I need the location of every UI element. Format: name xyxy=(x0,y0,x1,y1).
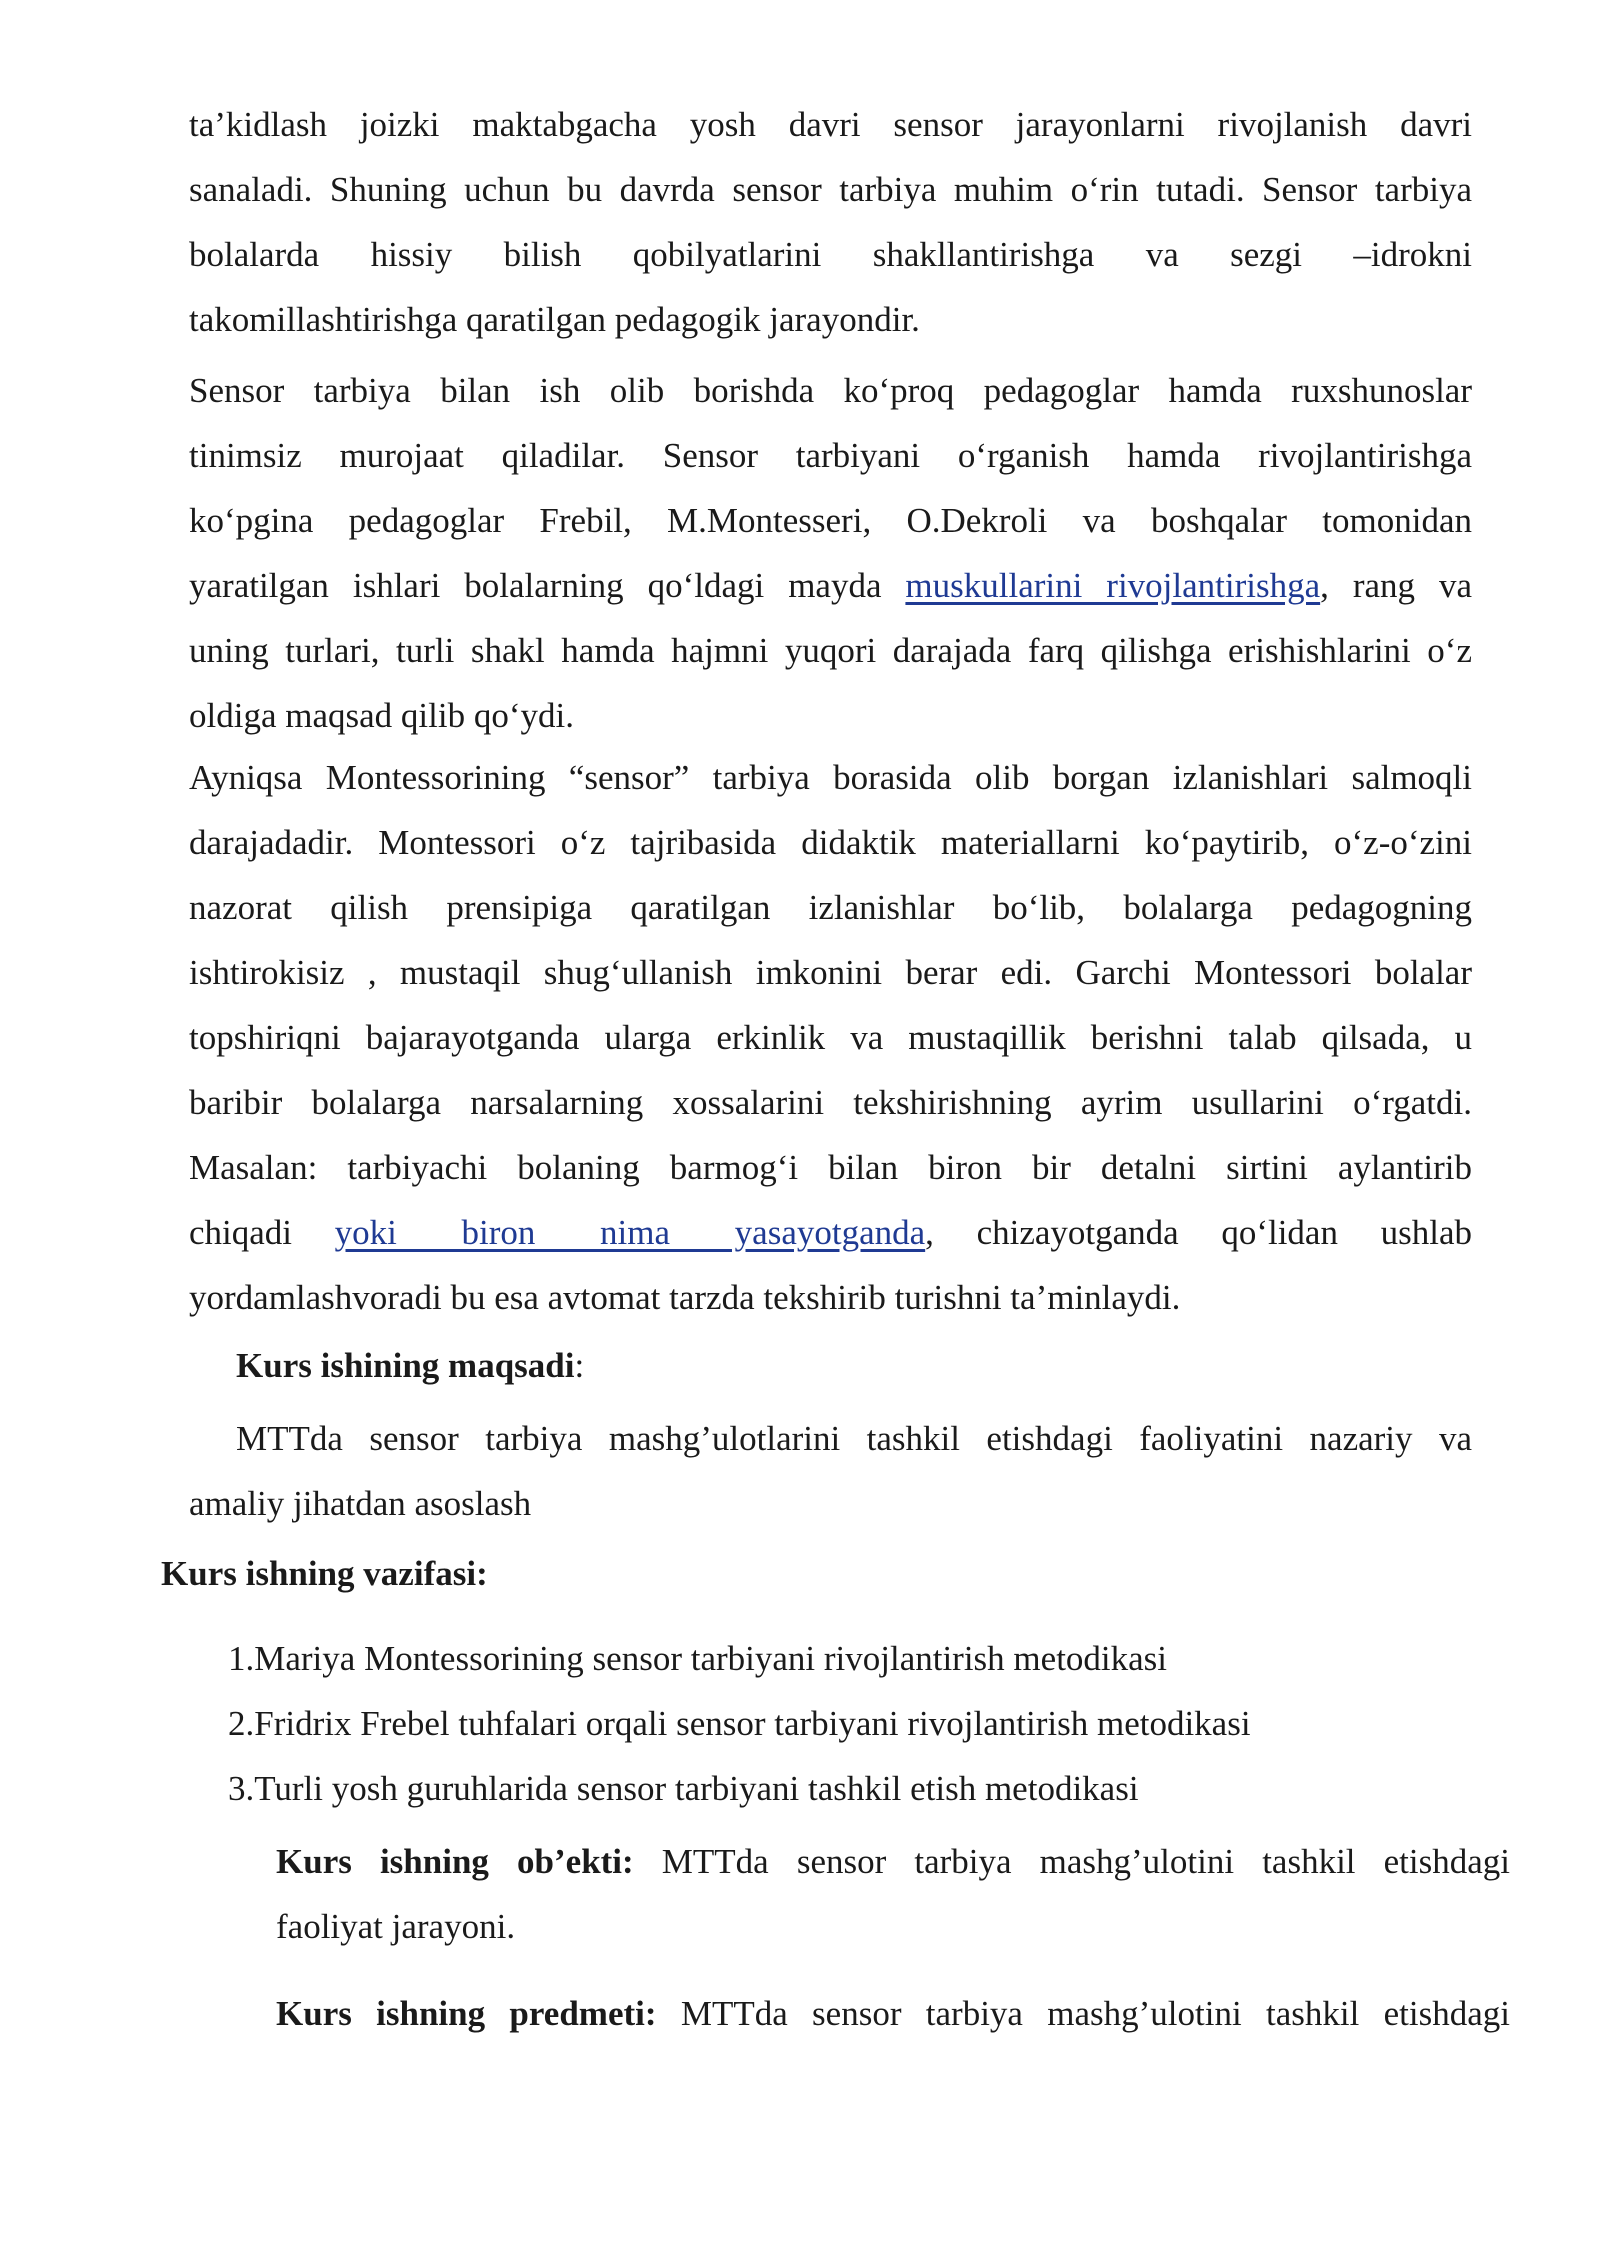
text-line: takomillashtirishga qaratilgan pedagogik jarayondir. xyxy=(189,300,920,339)
link-muskullarini[interactable]: muskullarini rivojlantirishga xyxy=(905,566,1321,605)
goal-heading-colon: : xyxy=(574,1346,585,1385)
text-line: sanaladi. Shuning uchun bu davrda sensor tarbiya muhim o‘rin tutadi. Sensor tarbiya xyxy=(189,170,1472,209)
paragraph-intro xyxy=(189,92,1472,352)
goal-heading xyxy=(236,1333,1472,1398)
text-segment: , rang va xyxy=(1320,566,1472,605)
text-line: Masalan: tarbiyachi bolaning barmog‘i bilan biron bir detalni sirtini aylantirib xyxy=(189,1148,1472,1187)
link-yoki-biron[interactable]: yoki biron nima yasayotganda xyxy=(334,1213,926,1252)
text-line: nazorat qilish prensipiga qaratilgan izlanishlar bo‘lib, bolalarga pedagogning xyxy=(189,888,1472,927)
list-item: 1.Mariya Montessorining sensor tarbiyani rivojlantirish metodikasi xyxy=(228,1639,1168,1678)
object-text: MTTda sensor tarbiya mashg’ulotini tashkil etishdagi xyxy=(633,1842,1510,1881)
list-item: 3.Turli yosh guruhlarida sensor tarbiyani tashkil etish metodikasi xyxy=(228,1769,1139,1808)
object-section xyxy=(276,1829,1510,1959)
subject-label: Kurs ishning predmeti: xyxy=(276,1994,657,2033)
tasks-list xyxy=(228,1626,1468,1821)
text-line: Ayniqsa Montessorining “sensor” tarbiya borasida olib borgan izlanishlari salmoqli xyxy=(189,758,1472,797)
text-line: yordamlashvoradi bu esa avtomat tarzda tekshirib turishni ta’minlaydi. xyxy=(189,1278,1181,1317)
text-line: tinimsiz murojaat qiladilar. Sensor tarbiyani o‘rganish hamda rivojlantirishga xyxy=(189,436,1472,475)
goal-heading-label: Kurs ishining maqsadi xyxy=(236,1346,575,1385)
list-item: 2.Fridrix Frebel tuhfalari orqali sensor tarbiyani rivojlantirish metodikasi xyxy=(228,1704,1251,1743)
subject-text: MTTda sensor tarbiya mashg’ulotini tashkil etishdagi xyxy=(656,1994,1510,2033)
text-line: MTTda sensor tarbiya mashg’ulotlarini tashkil etishdagi faoliyatini nazariy va xyxy=(236,1419,1472,1458)
text-segment: , chizayotganda qo‘lidan ushlab xyxy=(925,1213,1472,1252)
text-line: Sensor tarbiya bilan ish olib borishda ko‘proq pedagoglar hamda ruxshunoslar xyxy=(189,371,1472,410)
text-line: darajadadir. Montessori o‘z tajribasida didaktik materiallarni ko‘paytirib, o‘z-o‘zini xyxy=(189,823,1472,862)
text-line: ko‘pgina pedagoglar Frebil, M.Montesseri, O.Dekroli va boshqalar tomonidan xyxy=(189,501,1472,540)
text-line: uning turlari, turli shakl hamda hajmni yuqori darajada farq qilishga erishishlarini o‘z xyxy=(189,631,1472,670)
text-line xyxy=(276,1829,1510,1894)
text-line xyxy=(276,1981,1510,2046)
text-line: ishtirokisiz , mustaqil shug‘ullanish imkonini berar edi. Garchi Montessori bolalar xyxy=(189,953,1472,992)
text-line: baribir bolalarga narsalarning xossalarini tekshirishning ayrim usullarini o‘rgatdi. xyxy=(189,1083,1472,1122)
text-line: ta’kidlash joizki maktabgacha yosh davri sensor jarayonlarni rivojlanish davri xyxy=(189,105,1472,144)
text-line: topshiriqni bajarayotganda ularga erkinlik va mustaqillik berishni talab qilsada, u xyxy=(189,1018,1472,1057)
text-line: amaliy jihatdan asoslash xyxy=(189,1484,532,1523)
paragraph-sensor-education xyxy=(189,358,1472,748)
text-line-with-link xyxy=(189,1200,1472,1265)
goal-text xyxy=(189,1406,1472,1536)
paragraph-montessori xyxy=(189,745,1472,1330)
text-line: faoliyat jarayoni. xyxy=(276,1907,516,1946)
text-line-with-link xyxy=(189,553,1472,618)
object-label: Kurs ishning ob’ekti: xyxy=(276,1842,634,1881)
text-line: bolalarda hissiy bilish qobilyatlarini shakllantirishga va sezgi –idrokni xyxy=(189,235,1472,274)
tasks-heading: Kurs ishning vazifasi: xyxy=(161,1554,488,1593)
text-segment: chiqadi xyxy=(189,1213,335,1252)
text-segment: yaratilgan ishlari bolalarning qo‘ldagi mayda xyxy=(189,566,906,605)
text-line: oldiga maqsad qilib qo‘ydi. xyxy=(189,696,574,735)
subject-section xyxy=(276,1981,1510,2046)
